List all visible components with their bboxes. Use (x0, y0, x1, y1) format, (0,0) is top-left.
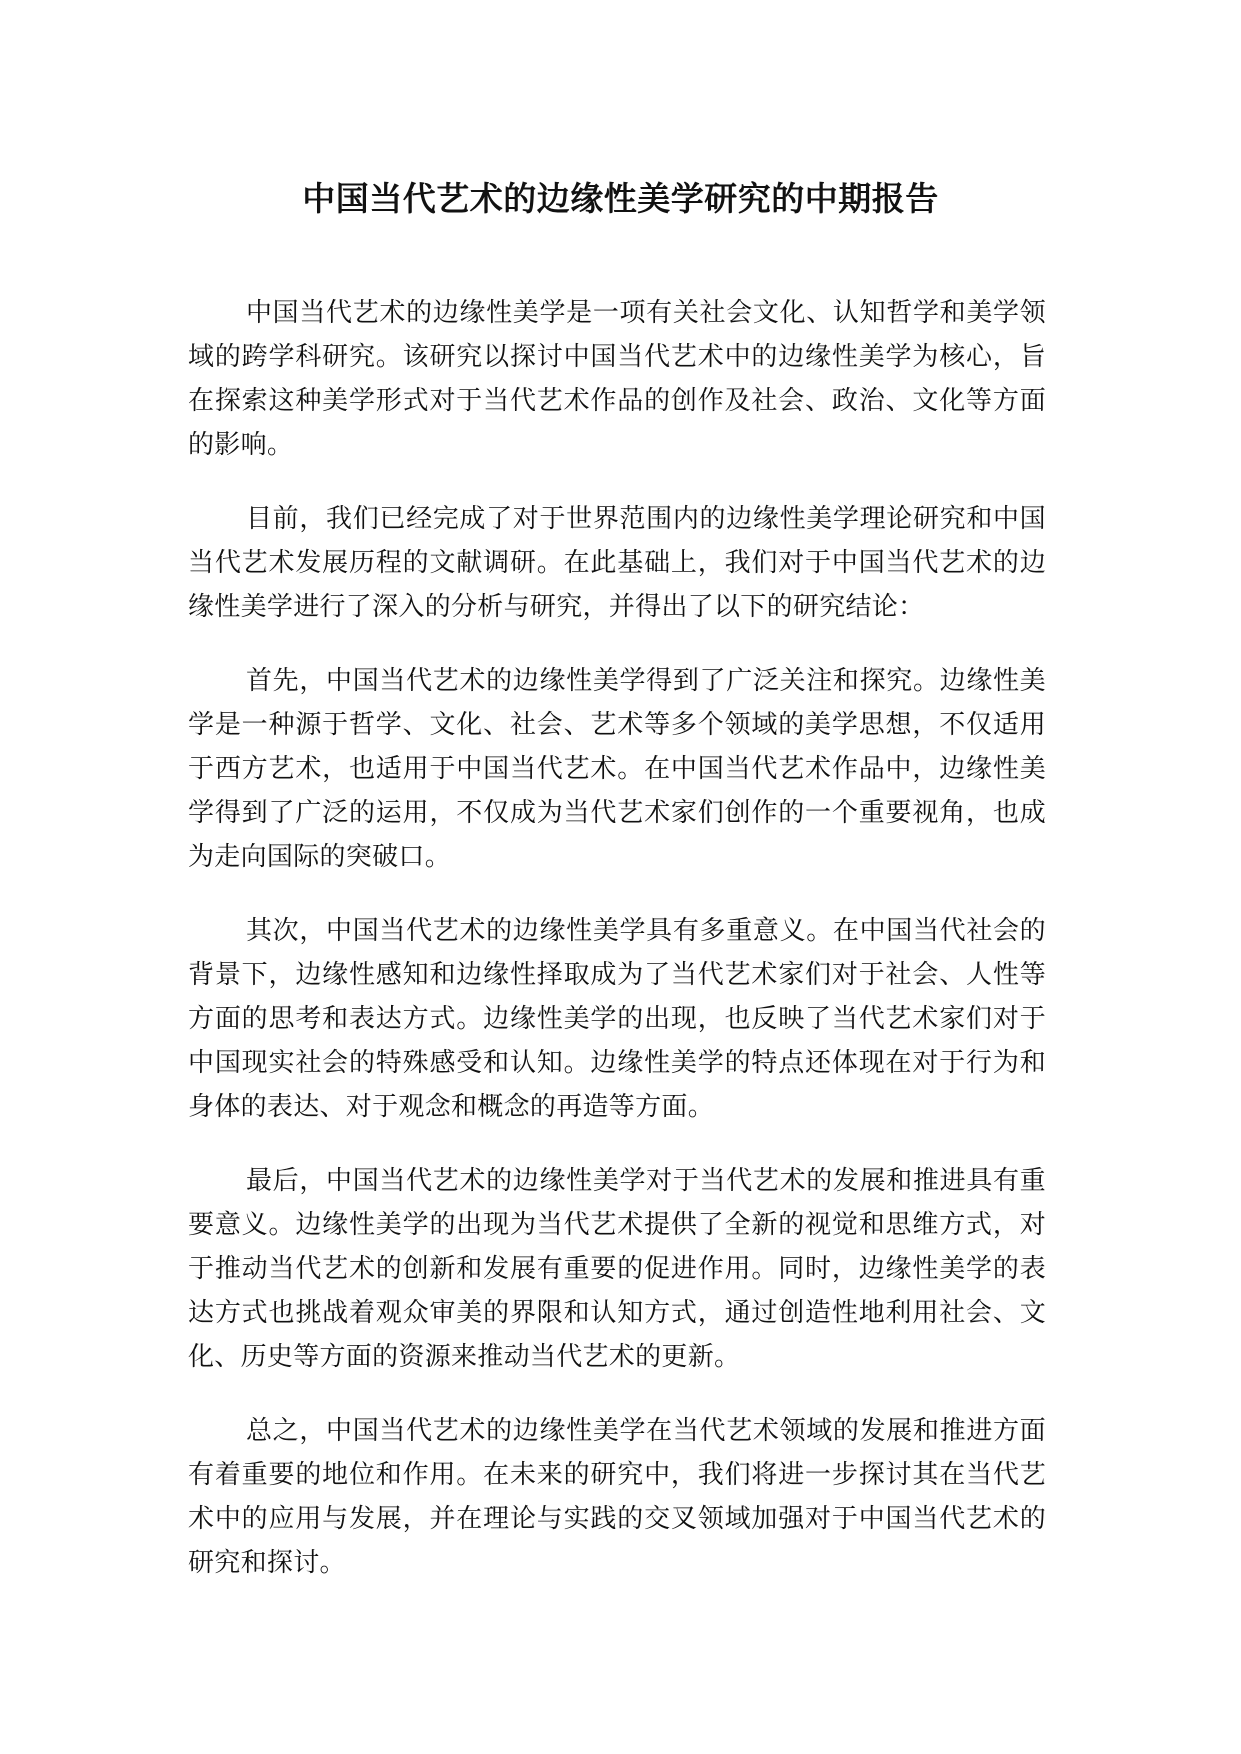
paragraph-intro: 中国当代艺术的边缘性美学是一项有关社会文化、认知哲学和美学领域的跨学科研究。该研究以探讨中国当代艺术中的边缘性美学为核心，旨在探索这种美学形式对于当代艺术作品的创作及社会、政治、文化等方面的影响。 (188, 298, 1046, 460)
paragraph-conclusion: 总之，中国当代艺术的边缘性美学在当代艺术领域的发展和推进方面有着重要的地位和作用。在未来的研究中，我们将进一步探讨其在当代艺术中的应用与发展，并在理论与实践的交叉领域加强对于中国当代艺术的研究和探讨。 (188, 1416, 1046, 1578)
paragraph-progress: 目前，我们已经完成了对于世界范围内的边缘性美学理论研究和中国当代艺术发展历程的文献调研。在此基础上，我们对于中国当代艺术的边缘性美学进行了深入的分析与研究，并得出了以下的研究结论： (188, 504, 1046, 622)
paragraph-second-finding: 其次，中国当代艺术的边缘性美学具有多重意义。在中国当代社会的背景下，边缘性感知和边缘性择取成为了当代艺术家们对于社会、人性等方面的思考和表达方式。边缘性美学的出现，也反映了当代艺术家们对于中国现实社会的特殊感受和认知。边缘性美学的特点还体现在对于行为和身体的表达、对于观念和概念的再造等方面。 (188, 916, 1046, 1122)
document-body (188, 291, 1046, 1585)
document-title: 中国当代艺术的边缘性美学研究的中期报告 (302, 179, 939, 218)
paragraph-first-finding: 首先，中国当代艺术的边缘性美学得到了广泛关注和探究。边缘性美学是一种源于哲学、文化、社会、艺术等多个领域的美学思想，不仅适用于西方艺术，也适用于中国当代艺术。在中国当代艺术作品中，边缘性美学得到了广泛的运用，不仅成为当代艺术家们创作的一个重要视角，也成为走向国际的突破口。 (188, 666, 1046, 872)
paragraph-third-finding: 最后，中国当代艺术的边缘性美学对于当代艺术的发展和推进具有重要意义。边缘性美学的出现为当代艺术提供了全新的视觉和思维方式，对于推动当代艺术的创新和发展有重要的促进作用。同时，边缘性美学的表达方式也挑战着观众审美的界限和认知方式，通过创造性地利用社会、文化、历史等方面的资源来推动当代艺术的更新。 (188, 1166, 1046, 1372)
